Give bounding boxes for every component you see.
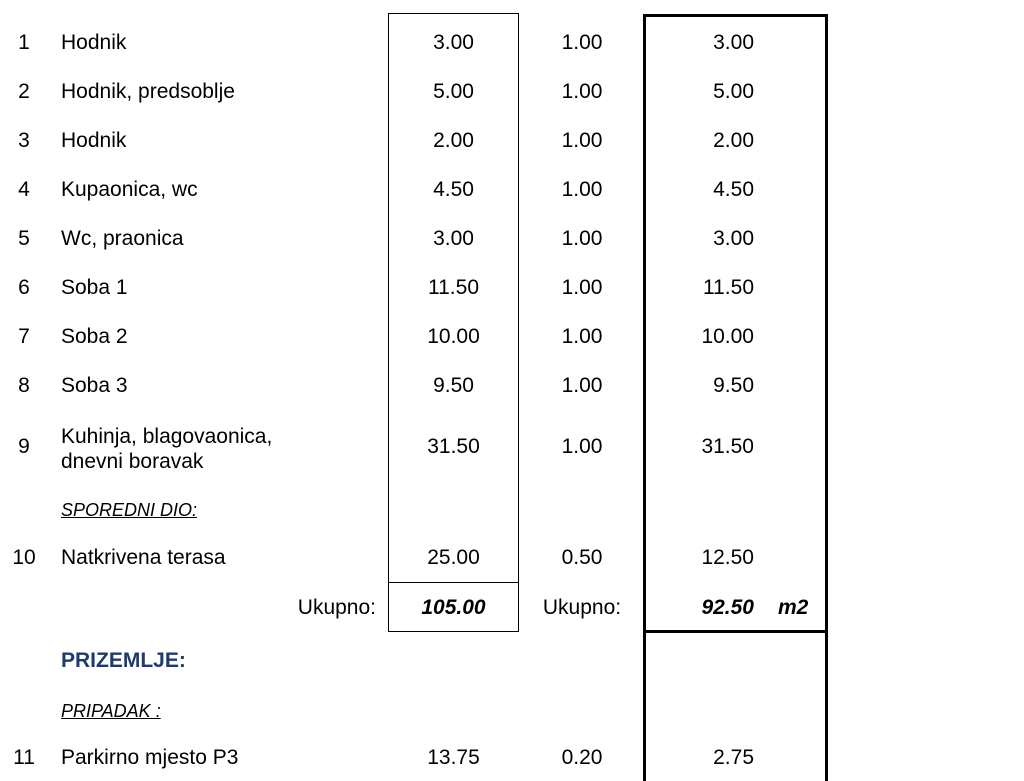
room-name-line2: dnevni boravak: [61, 450, 204, 473]
room-weighted-area: 12.50: [701, 546, 754, 569]
room-weighted-area: 2.75: [713, 746, 754, 769]
room-weighted-area: 9.50: [713, 374, 754, 397]
row-number: 8: [18, 374, 30, 397]
row-number: 11: [13, 746, 35, 769]
room-coefficient: 1.00: [561, 31, 603, 54]
room-area: 25.00: [427, 546, 480, 569]
subsection-pripadak: PRIPADAK :: [61, 701, 161, 721]
unit-label: m2: [778, 596, 809, 619]
room-weighted-area: 5.00: [713, 80, 754, 103]
room-coefficient: 1.00: [561, 80, 603, 103]
area-total-separator: [388, 582, 519, 583]
room-coefficient: 0.20: [561, 746, 603, 769]
row-number: 2: [18, 80, 30, 103]
room-name: Soba 2: [61, 325, 128, 348]
subsection-sporedni-dio: SPOREDNI DIO:: [61, 500, 198, 520]
room-coefficient: 1.00: [561, 178, 603, 201]
room-weighted-area: 3.00: [713, 227, 754, 250]
room-area: 3.00: [433, 227, 474, 250]
section-title-prizemlje: PRIZEMLJE:: [61, 649, 186, 672]
row-number: 4: [18, 178, 30, 201]
room-coefficient: 1.00: [561, 129, 603, 152]
row-number: 1: [18, 31, 30, 54]
room-name: Hodnik: [61, 31, 127, 54]
weighted-total-label: Ukupno:: [542, 596, 622, 619]
room-coefficient: 0.50: [561, 546, 603, 569]
area-column-box: [388, 13, 519, 632]
weighted-column-box: [643, 14, 828, 633]
row-number: 5: [18, 227, 30, 250]
row-number: 3: [18, 129, 30, 152]
room-area: 2.00: [433, 129, 474, 152]
room-coefficient: 1.00: [561, 227, 603, 250]
room-coefficient: 1.00: [561, 435, 603, 458]
room-name: Hodnik, predsoblje: [61, 80, 235, 103]
area-total-label: Ukupno:: [297, 596, 376, 619]
room-name: Parkirno mjesto P3: [61, 746, 239, 769]
room-area: 9.50: [433, 374, 474, 397]
row-number: 7: [18, 325, 30, 348]
weighted-total-value: 92.50: [701, 596, 754, 619]
room-weighted-area: 3.00: [713, 31, 754, 54]
area-total-value: 105.00: [421, 596, 486, 619]
room-name: Hodnik: [61, 129, 127, 152]
room-name: Kupaonica, wc: [61, 178, 198, 201]
room-coefficient: 1.00: [561, 325, 603, 348]
room-area: 13.75: [427, 746, 480, 769]
room-area: 31.50: [427, 435, 480, 458]
room-name: Soba 3: [61, 374, 128, 397]
room-coefficient: 1.00: [561, 276, 603, 299]
room-area: 5.00: [433, 80, 474, 103]
room-weighted-area: 10.00: [701, 325, 754, 348]
room-area: 10.00: [427, 325, 480, 348]
room-name: Wc, praonica: [61, 227, 184, 250]
room-name-line1: Kuhinja, blagovaonica,: [61, 425, 273, 448]
room-weighted-area: 2.00: [713, 129, 754, 152]
room-name: Natkrivena terasa: [61, 546, 226, 569]
row-number: 9: [18, 435, 30, 458]
room-weighted-area: 31.50: [701, 435, 754, 458]
room-weighted-area: 4.50: [713, 178, 754, 201]
room-area: 3.00: [433, 31, 474, 54]
row-number: 6: [18, 276, 30, 299]
room-name: Soba 1: [61, 276, 128, 299]
room-weighted-area: 11.50: [703, 276, 754, 299]
room-area: 11.50: [428, 276, 479, 299]
row-number: 10: [12, 546, 36, 569]
room-coefficient: 1.00: [561, 374, 603, 397]
room-area: 4.50: [433, 178, 474, 201]
